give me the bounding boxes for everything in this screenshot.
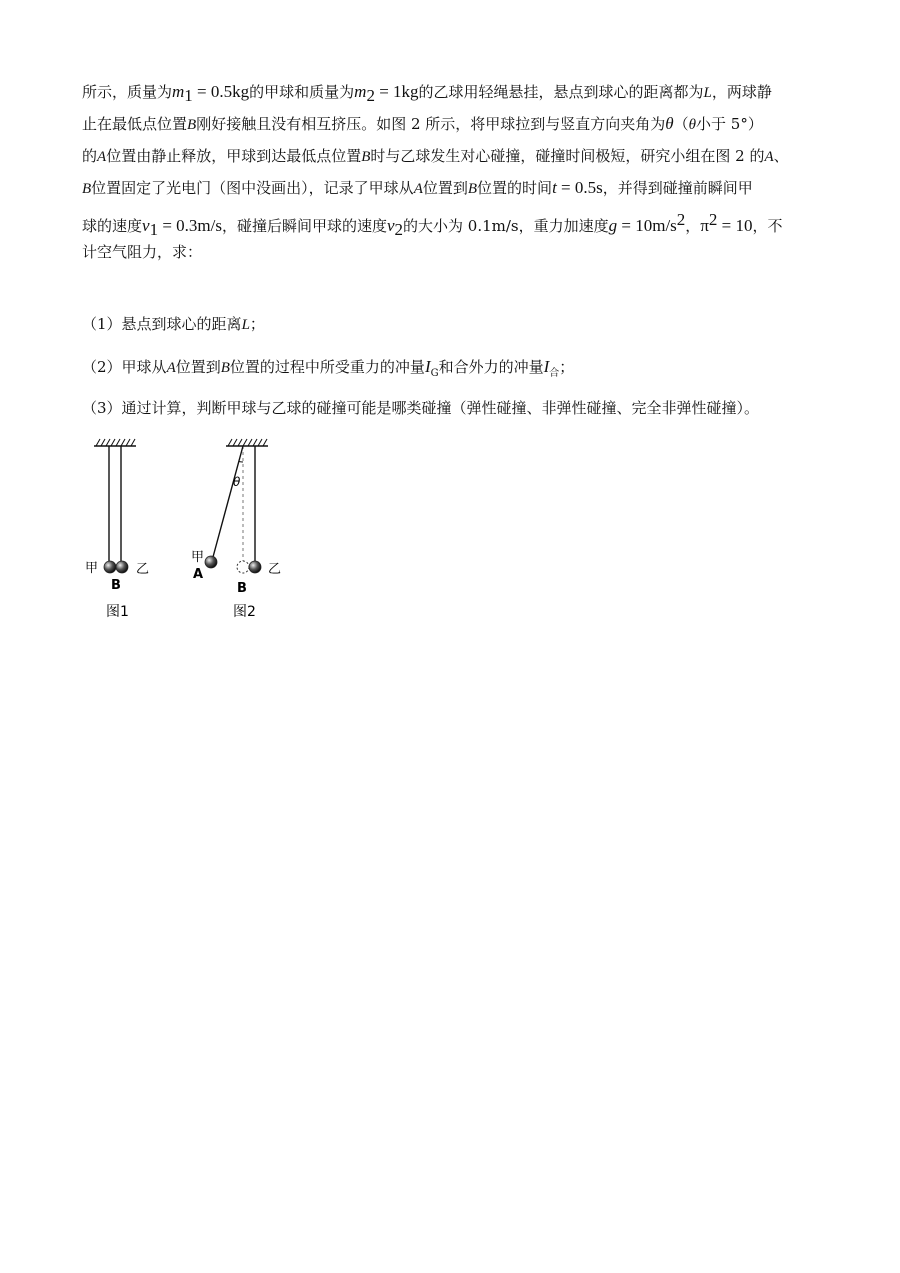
figure-1 (85, 439, 149, 620)
ball-yi-fig2 (249, 561, 261, 573)
angle-arc (239, 462, 243, 463)
ball-jia-ghost-at-b (237, 561, 249, 573)
problem-line-5: 球的速度$v_1 = 0.3m/s$，碰撞后瞬间甲球的速度$v_2$的大小为 0.1m/s，重力加速度$g = 10m/s^2$，$\pi^2 = 10$，不 (82, 210, 783, 239)
problem-text (82, 76, 822, 268)
ceiling-hatch (94, 439, 136, 446)
problem-line-6: 计空气阻力，求： (82, 243, 203, 261)
question-3: （3）通过计算，判断甲球与乙球的碰撞可能是哪类碰撞（弹性碰撞、非弹性碰撞、完全非弹性碰撞）。 (82, 399, 760, 417)
caption-fig1: 图1 (106, 604, 129, 620)
ball-jia-at-a (205, 556, 217, 568)
ball-yi (116, 561, 128, 573)
question-1: （1）悬点到球心的距离L； (82, 315, 265, 333)
label-theta: θ (233, 475, 241, 489)
problem-line-1: 所示，质量为$m_1 = 0.5kg$的甲球和质量为$m_2 = 1kg$的乙球用轻绳悬挂，悬点到球心的距离都为L，两球静 (82, 82, 772, 105)
ball-jia (104, 561, 116, 573)
label-yi-fig2: 乙 (268, 562, 282, 577)
ceiling-hatch (226, 439, 268, 446)
problem-line-4: B位置固定了光电门（图中没画出），记录了甲球从A位置到B位置的时间t = 0.5s，并得到碰撞前瞬间甲 (82, 178, 753, 197)
label-a: A (193, 567, 204, 582)
problem-line-3: 的A位置由静止释放，甲球到达最低点位置B时与乙球发生对心碰撞，碰撞时间极短，研究小组在图 2 的A、 (82, 147, 789, 165)
caption-fig2: 图2 (233, 604, 256, 620)
label-jia: 甲 (85, 561, 99, 576)
string-swung (213, 446, 243, 557)
figure-2 (191, 439, 281, 620)
label-jia-fig2: 甲 (191, 550, 205, 565)
pendulum-figures (80, 430, 300, 630)
problem-line-2: 止在最低点位置B刚好接触且没有相互挤压。如图 2 所示，将甲球拉到与竖直方向夹角为θ（θ小于 5°） (82, 114, 763, 133)
question-2: （2）甲球从A位置到B位置的过程中所受重力的冲量$I_G$和合外力的冲量$I_合$； (82, 357, 575, 379)
label-b-fig2: B (237, 581, 247, 596)
label-yi: 乙 (136, 562, 150, 577)
label-b: B (111, 578, 121, 593)
